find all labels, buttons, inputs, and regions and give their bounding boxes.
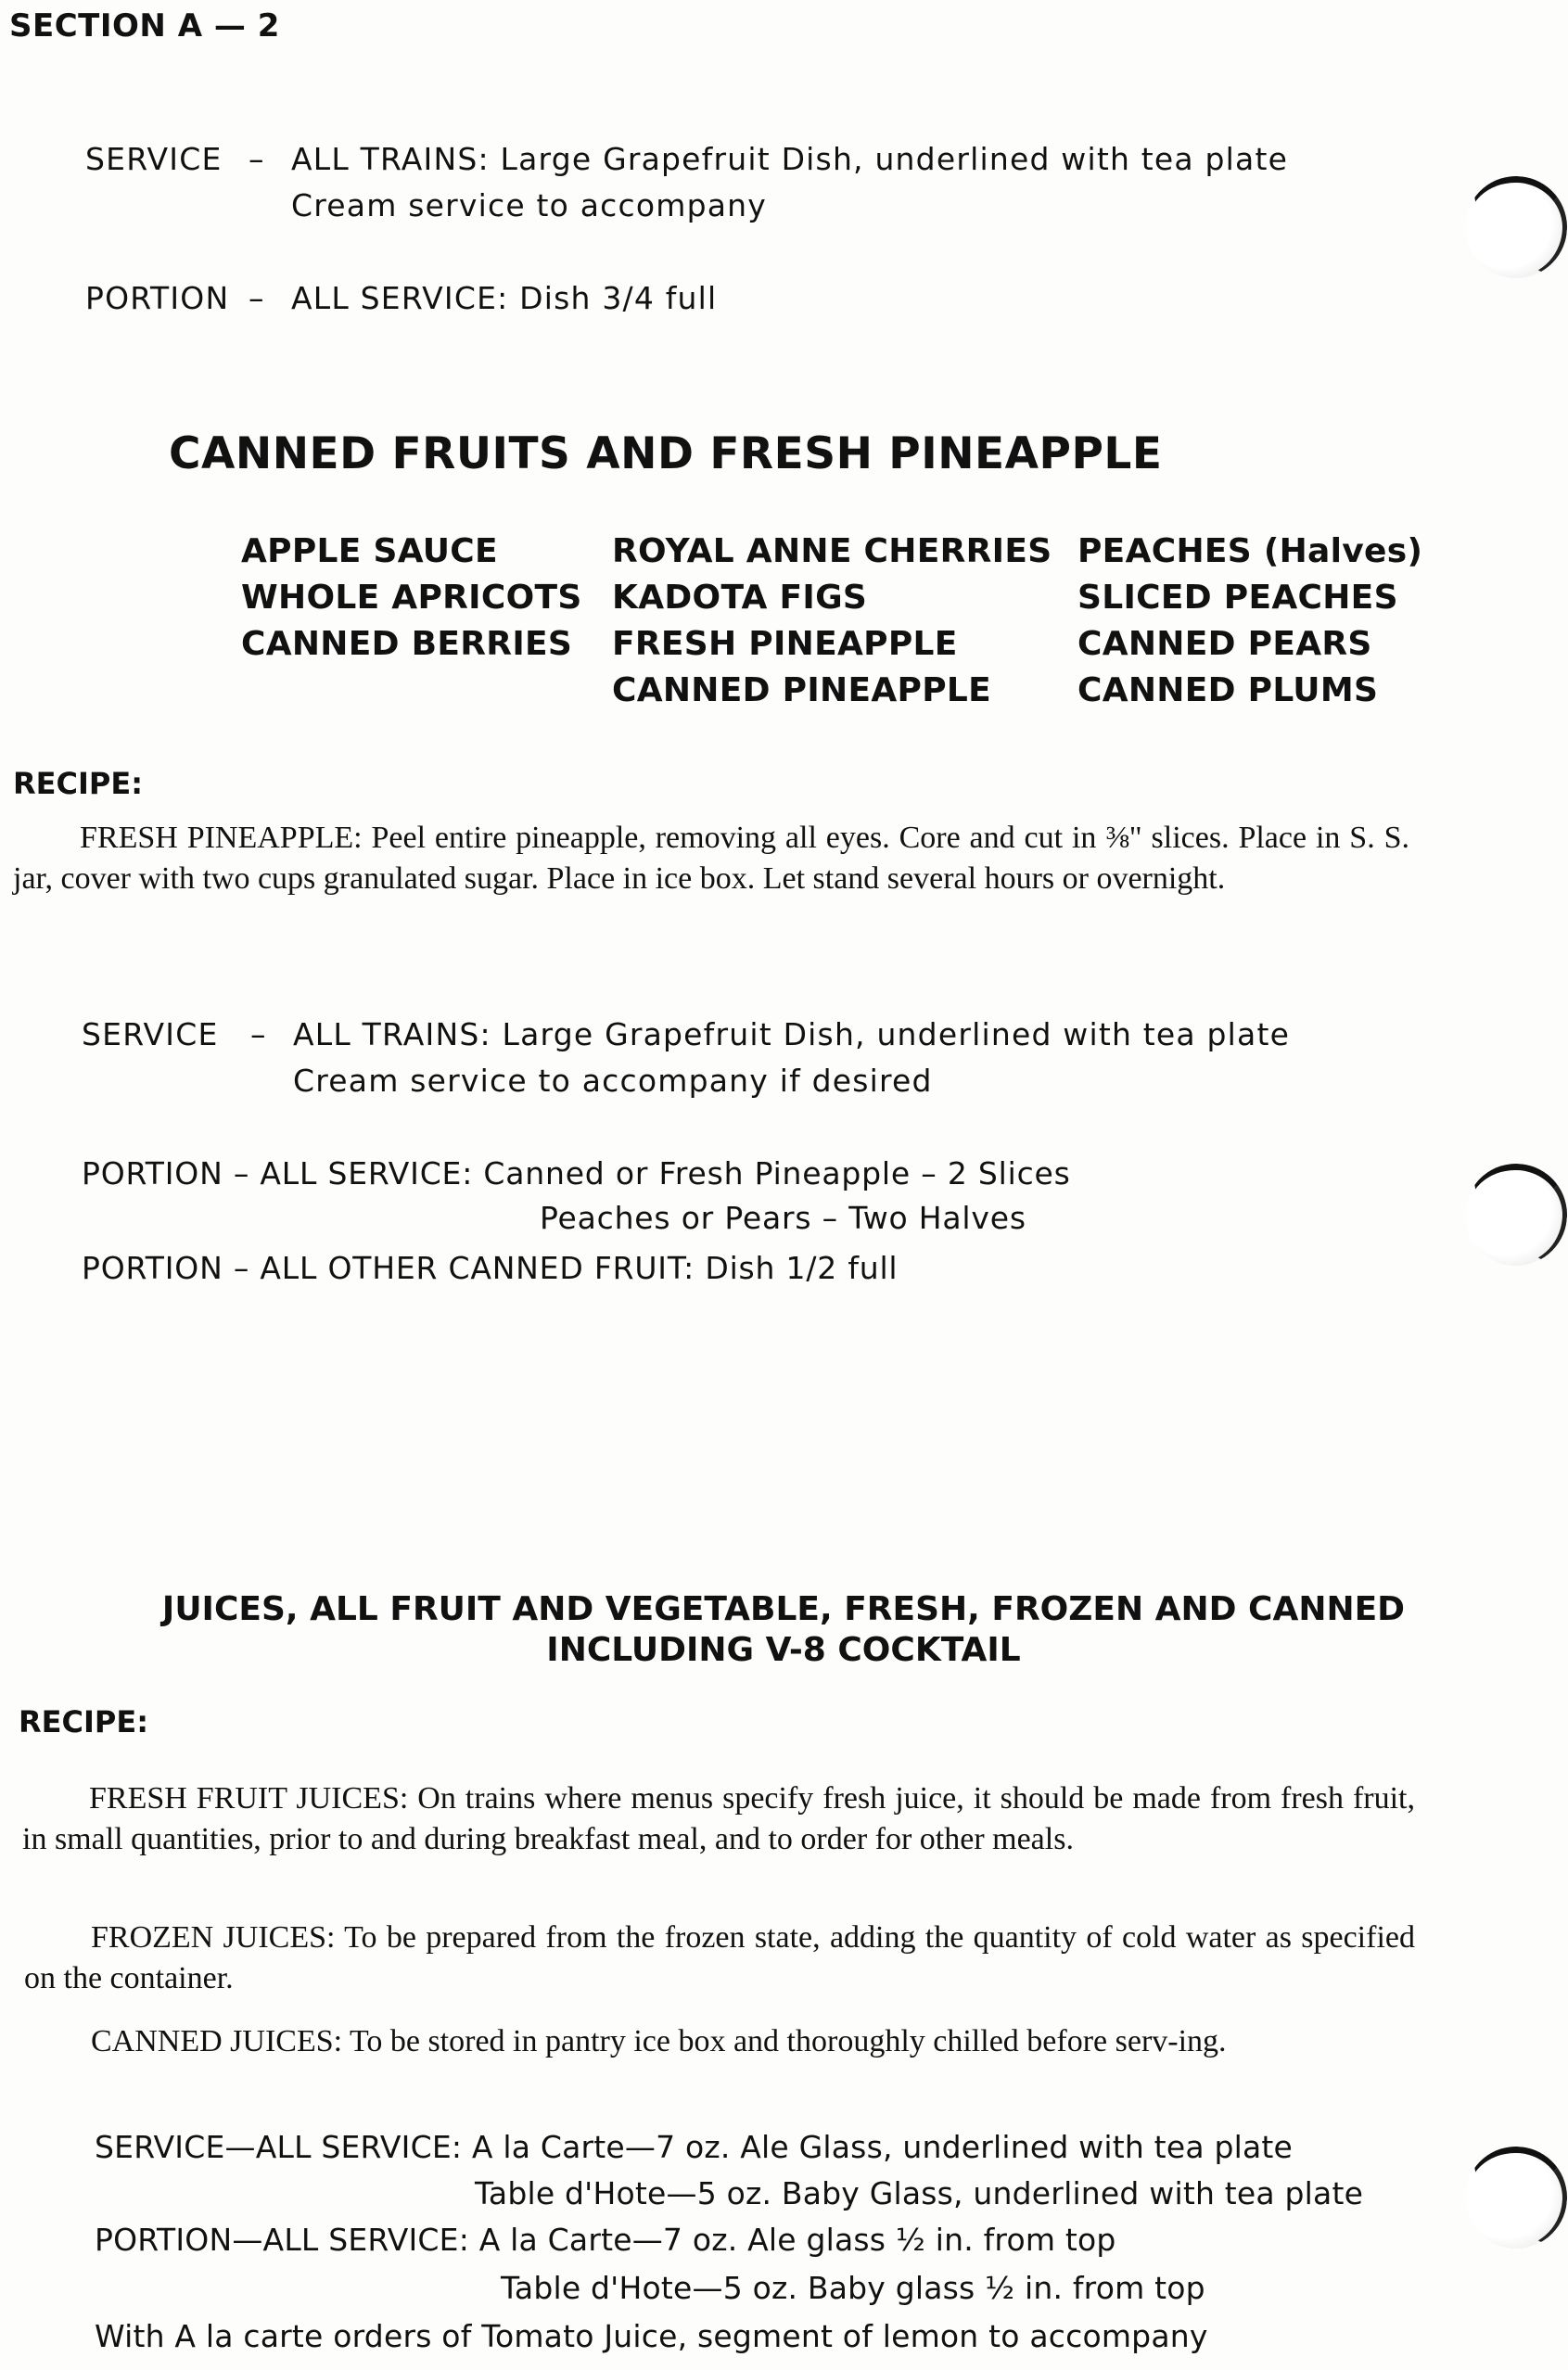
binder-hole-middle-edge — [1460, 1159, 1568, 1269]
juices-title-line-1: JUICES, ALL FRUIT AND VEGETABLE, FRESH, FROZEN AND CANNED — [161, 1590, 1406, 1628]
frozen-juices-paragraph — [24, 1918, 1415, 1999]
fruit-item: PEACHES (Halves) — [1077, 532, 1423, 570]
binder-hole-top-edge — [1460, 172, 1568, 282]
fruit-item: ROYAL ANNE CHERRIES — [612, 532, 1052, 570]
top-portion-dash: – — [249, 280, 265, 316]
fruit-item: CANNED PEARS — [1077, 625, 1372, 663]
juices-service-line2: Table d'Hote—5 oz. Baby Glass, underlined with tea plate — [475, 2175, 1364, 2211]
canned-service-line2: Cream service to accompany if desired — [293, 1063, 933, 1099]
binder-hole-bottom-edge — [1460, 2142, 1568, 2252]
fruit-item: WHOLE APRICOTS — [241, 579, 582, 617]
juices-title-line-2: INCLUDING V-8 COCKTAIL — [546, 1631, 1021, 1669]
fresh-juices-text: FRESH FRUIT JUICES: On trains where menus specify fresh juice, it should be made from fresh fruit, in small quantities, prior to and during breakfast meal, and to order for other meals. — [22, 1781, 1415, 1856]
pineapple-recipe-text: FRESH PINEAPPLE: Peel entire pineapple, removing all eyes. Core and cut in ⅜" slices. Place in S. S. jar, cover with two cups granulated sugar. Place in ice box. Let stand several hours or overnight. — [13, 821, 1409, 896]
top-service-line1: ALL TRAINS: Large Grapefruit Dish, underlined with tea plate — [291, 141, 1289, 177]
fresh-juices-paragraph — [22, 1778, 1415, 1860]
recipe-label: RECIPE: — [13, 766, 143, 801]
canned-service-line1: ALL TRAINS: Large Grapefruit Dish, underlined with tea plate — [293, 1016, 1291, 1052]
top-service-dash: – — [249, 141, 265, 177]
tomato-juice-note: With A la carte orders of Tomato Juice, segment of lemon to accompany — [95, 2318, 1208, 2354]
juices-portion-line1: PORTION—ALL SERVICE: A la Carte—7 oz. Ale glass ½ in. from top — [95, 2222, 1116, 2258]
fruit-list-column-3 — [1077, 529, 1422, 714]
fruit-item: CANNED BERRIES — [241, 625, 573, 663]
fruit-list-column-1 — [241, 529, 582, 668]
fruit-item: CANNED PLUMS — [1077, 671, 1379, 709]
fruit-item: SLICED PEACHES — [1077, 579, 1398, 617]
canned-service-lead: SERVICE — [82, 1016, 219, 1052]
fruit-item: KADOTA FIGS — [612, 579, 868, 617]
canned-portion-2: PORTION – ALL OTHER CANNED FRUIT: Dish 1/2 full — [82, 1250, 899, 1286]
fruit-list-column-2 — [612, 529, 1052, 714]
juices-title — [139, 1589, 1428, 1671]
juices-recipe-label: RECIPE: — [19, 1704, 148, 1739]
canned-service-dash: – — [250, 1016, 267, 1052]
top-portion-lead: PORTION — [85, 280, 230, 316]
section-header: SECTION A — 2 — [9, 7, 280, 45]
fruit-item: CANNED PINEAPPLE — [612, 671, 992, 709]
top-portion-text: ALL SERVICE: Dish 3/4 full — [291, 280, 718, 316]
frozen-juices-text: FROZEN JUICES: To be prepared from the frozen state, adding the quantity of cold water as specified on the container. — [24, 1920, 1415, 1995]
juices-service-line1: SERVICE—ALL SERVICE: A la Carte—7 oz. Ale Glass, underlined with tea plate — [95, 2129, 1294, 2165]
fruit-item: APPLE SAUCE — [241, 532, 498, 570]
pineapple-recipe-paragraph — [13, 818, 1409, 899]
juices-portion-line2: Table d'Hote—5 oz. Baby glass ½ in. from top — [501, 2270, 1205, 2306]
canned-portion-1-line2: Peaches or Pears – Two Halves — [540, 1200, 1026, 1236]
canned-juices-text: CANNED JUICES: To be stored in pantry ice box and thoroughly chilled before serv-ing. — [91, 2024, 1227, 2058]
top-service-lead: SERVICE — [85, 141, 223, 177]
canned-fruits-title: CANNED FRUITS AND FRESH PINEAPPLE — [169, 428, 1163, 479]
fruit-item: FRESH PINEAPPLE — [612, 625, 958, 663]
top-service-line2: Cream service to accompany — [291, 187, 768, 223]
canned-portion-1: PORTION – ALL SERVICE: Canned or Fresh Pineapple – 2 Slices — [82, 1155, 1071, 1191]
canned-juices-paragraph — [24, 2021, 1415, 2062]
